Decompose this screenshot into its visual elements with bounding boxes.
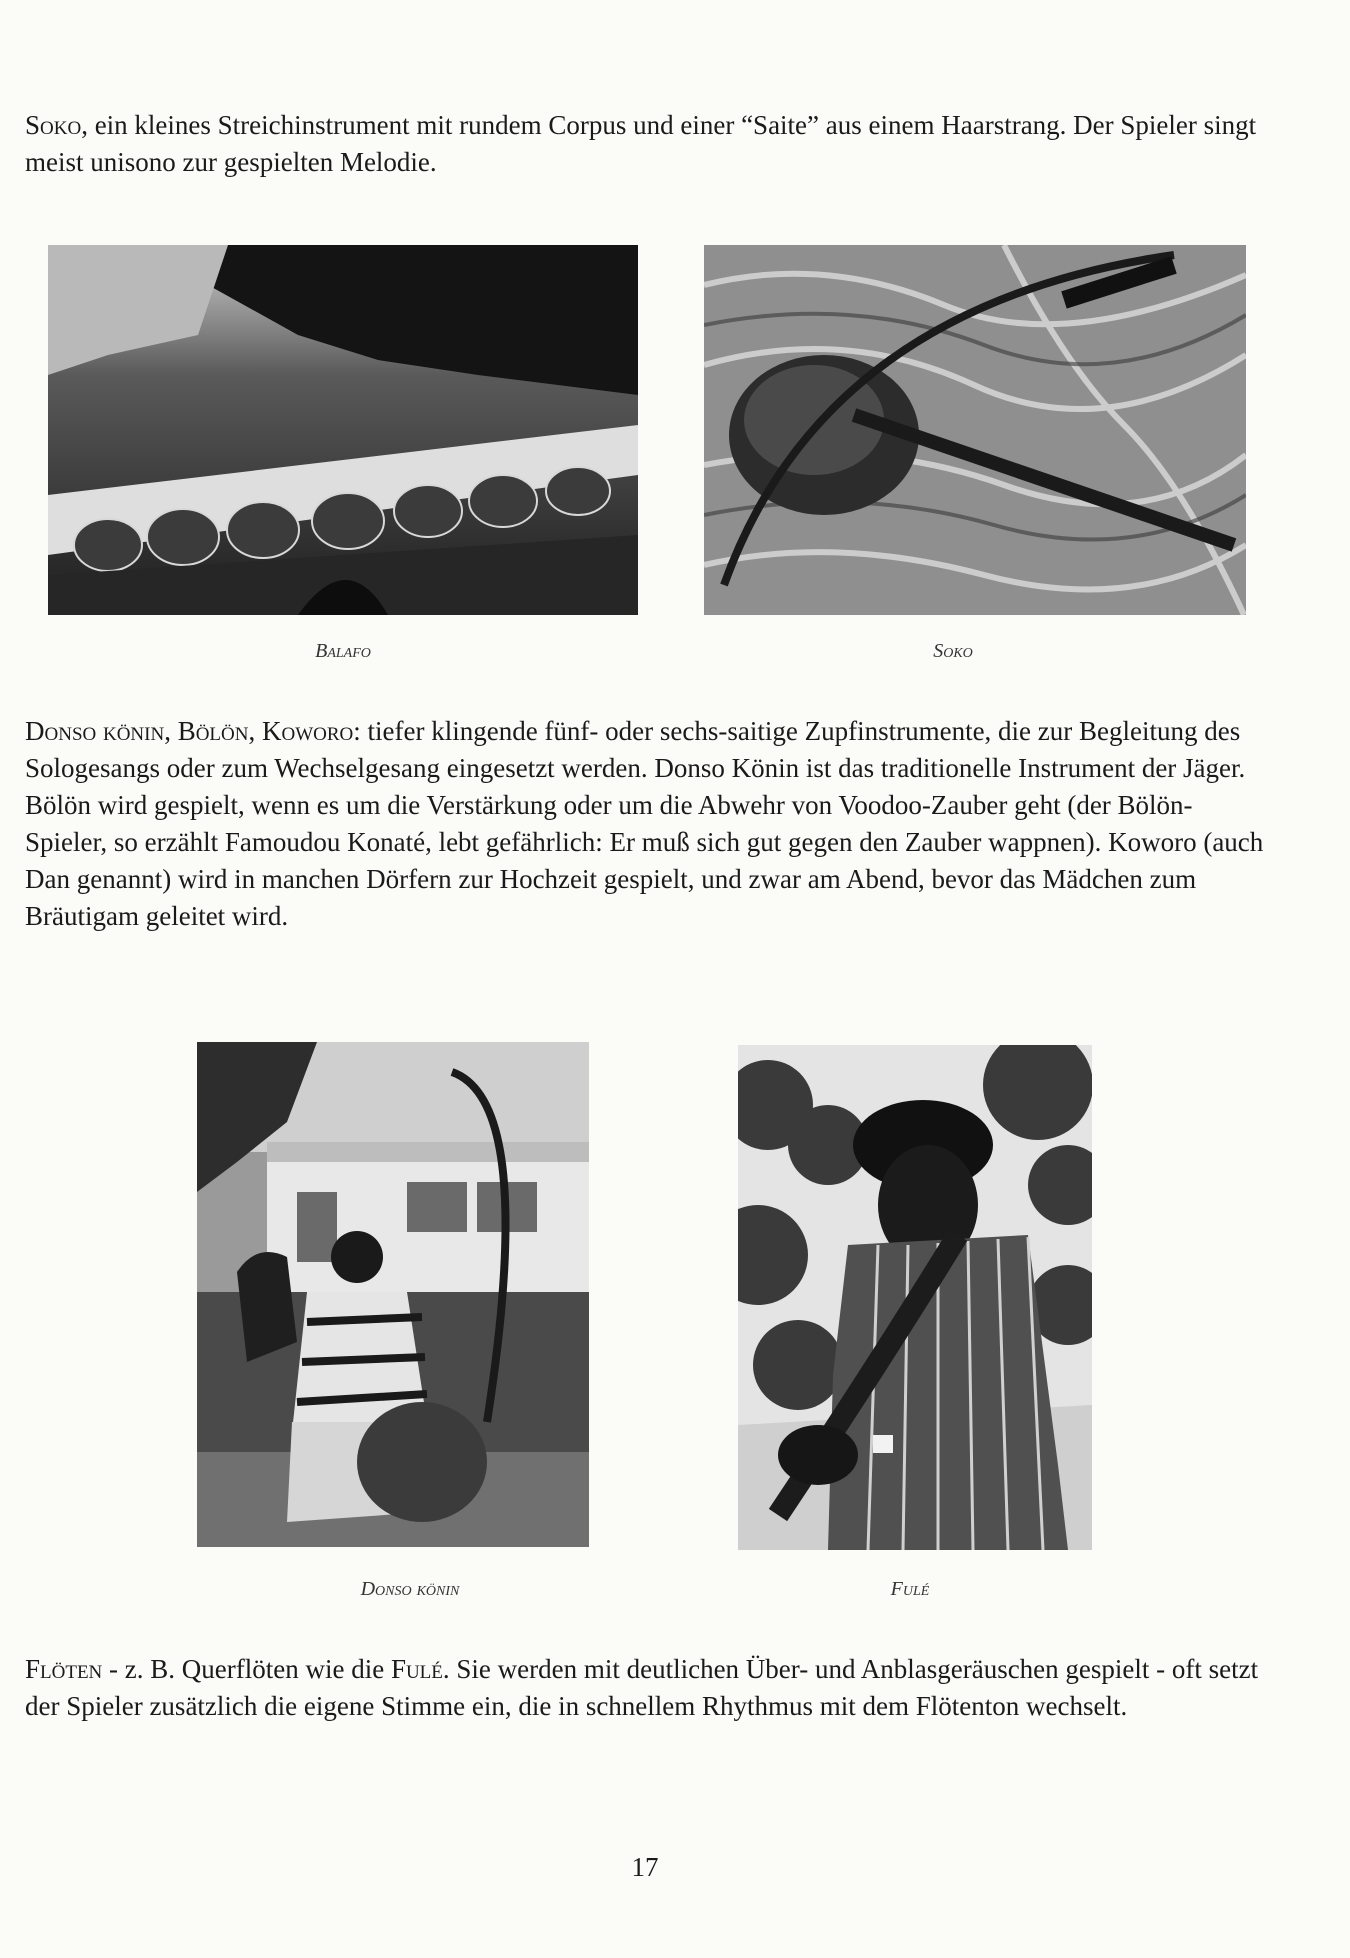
term-bolon: Bölön (177, 716, 249, 746)
photo-donso-konin (197, 1042, 589, 1547)
photo-fule (738, 1045, 1092, 1550)
photo-balafo (48, 245, 638, 615)
paragraph-floeten (25, 1651, 1265, 1725)
term-soko: Soko (25, 110, 82, 140)
caption-fule: Fulé (890, 1578, 930, 1600)
paragraph-floeten-text: . Sie werden mit deutlichen Über- und Anblasgeräuschen gespielt - oft setzt der Spieler zusätzlich die eigene Stimme ein, die in schnellem Rhythmus mit dem Flötenton wechselt. (25, 1654, 1259, 1721)
separator: , (248, 716, 262, 746)
paragraph-floeten-text: - z. B. Querflöten wie die (102, 1654, 391, 1684)
paragraph-soko (25, 107, 1265, 181)
term-fule: Fulé (390, 1654, 443, 1684)
caption-donso-konin: Donso könin (360, 1578, 460, 1600)
caption-balafo: Balafo (315, 640, 371, 662)
paragraph-donso (25, 713, 1265, 935)
paragraph-donso-text: : tiefer klingende fünf- oder sechs-saitige Zupfinstrumente, die zur Begleitung des Sologesangs oder zum Wechselgesang eingesetzt werden. Donso Könin ist das traditionelle Instrument der Jäger. Bölön wird gespielt, wenn es um die Verstärkung oder um die Abwehr von Voodoo-Zauber geht (der Bölön-Spieler, so erzählt Famoudou Konaté, lebt gefährlich: Er muß sich gut gegen den Zauber wappnen). Koworo (auch Dan genannt) wird in manchen Dörfern zur Hochzeit gespielt, und zwar am Abend, bevor das Mädchen zum Bräutigam geleitet wird. (25, 716, 1264, 931)
page-number: 17 (631, 1852, 659, 1882)
photo-soko (704, 245, 1246, 615)
paragraph-soko-text: , ein kleines Streichinstrument mit rundem Corpus und einer “Saite” aus einem Haarstrang. Der Spieler singt meist unisono zur gespielten Melodie. (25, 110, 1257, 177)
separator: , (164, 716, 178, 746)
term-koworo: Koworo (261, 716, 354, 746)
caption-soko: Soko (933, 640, 973, 662)
term-donso-konin: Donso könin (25, 716, 165, 746)
term-floeten: Flöten (25, 1654, 103, 1684)
